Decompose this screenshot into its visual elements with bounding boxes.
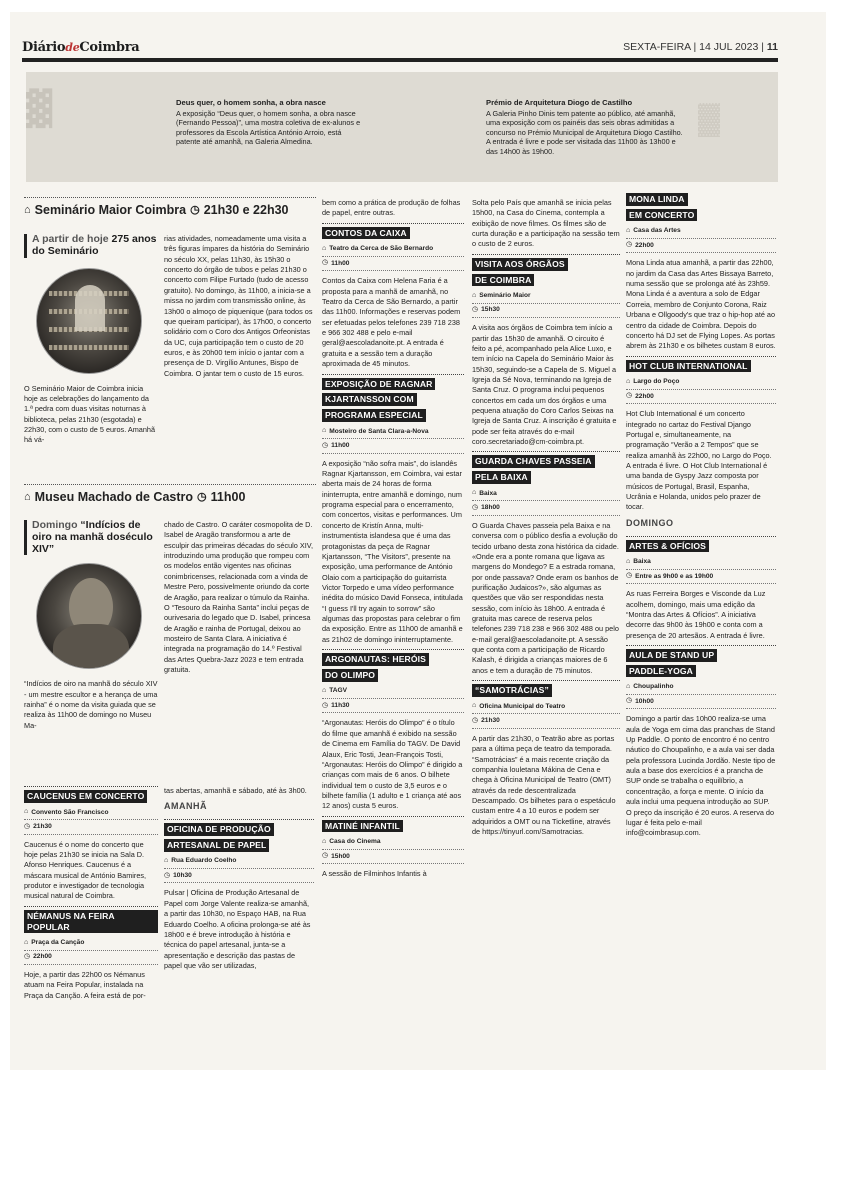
- title-rest: 275 anos do Seminário: [32, 233, 157, 257]
- argonautas-event: [322, 649, 464, 812]
- seminario-paragraph-1: O Seminário Maior de Coimbra inicia hoje as celebrações do lançamento da 1.ª pedra com duas visitas noturnas à biblioteca, pelas 21h30 (esgotada) e 22h30, com o custo de 5 euros. Amanhã há vá-: [24, 383, 156, 445]
- event-title: CONTOS DA CAIXA: [322, 227, 410, 240]
- event-place: [626, 375, 776, 389]
- event-title-line-2: DE COIMBRA: [472, 274, 534, 287]
- seminario-place: Seminário Maior Coimbra: [34, 203, 187, 217]
- title-lead: A partir de hoje: [32, 233, 109, 245]
- event-meta: [626, 375, 776, 404]
- place-text: Baixa: [479, 489, 497, 497]
- event-text: Caucenus é o nome do concerto que hoje pelas 21h30 se inicia na Sala D. Afonso Henriques. Caucenus é a máscara musical de António Bamires, produtor e investigador de tecnologia musical natural de Coimbra.: [24, 839, 147, 901]
- time-text: 22h00: [635, 392, 654, 400]
- seminario-header: [24, 197, 316, 220]
- event-meta: [626, 555, 776, 584]
- event-time: [322, 257, 464, 271]
- time-text: 22h00: [635, 241, 654, 249]
- event-place: [322, 425, 464, 439]
- event-place: [626, 680, 776, 694]
- oficina-event: [164, 819, 314, 971]
- place-text: Baixa: [633, 558, 651, 566]
- time-text: 10h30: [173, 871, 192, 879]
- clock-icon: ◷: [24, 822, 31, 830]
- house-icon: ⌂: [472, 702, 477, 710]
- event-meta: [322, 685, 464, 714]
- place-text: Teatro da Cerca de São Bernardo: [329, 245, 434, 253]
- event-text: As ruas Ferreira Borges e Visconde da Luz acolhem, domingo, mais uma edição da “Montra das Artes & Ofícios”. A iniciativa decorre das 9h00 às 19h00 e conta com a presença de 20 artesãos. A entrada é livre.: [626, 589, 766, 640]
- logo-part-2: de: [65, 41, 80, 54]
- time-text: 11h30: [331, 701, 350, 709]
- event-time: [626, 570, 776, 584]
- museu-paragraph-1: “Indícios de oiro na manhã do século XIV - um mestre escultor e a herança de uma rainha” é o nome da visita guiada que se realiza às 11h00 de domingo no Museu Ma-: [24, 679, 158, 730]
- col1-bottom: [24, 782, 158, 1005]
- guarda-event: [472, 451, 620, 676]
- clock-icon: ◷: [626, 572, 633, 580]
- event-meta: [164, 855, 314, 884]
- date-text: SEXTA-FEIRA | 14 JUL 2023 |: [623, 41, 764, 53]
- seminario-col-a: [24, 234, 158, 450]
- event-title-line-2: ARTESANAL DE PAPEL: [164, 839, 269, 852]
- event-title-line-1: VISITA AOS ÓRGÃOS: [472, 258, 568, 271]
- event-time: [322, 439, 464, 453]
- house-icon: ⌂: [322, 687, 327, 695]
- event-title: CAUCENUS EM CONCERTO: [24, 790, 147, 803]
- house-icon: ⌂: [472, 489, 477, 497]
- band-item-deus-quer: [176, 98, 366, 147]
- continued-text: tas abertas, amanhã e sábado, até às 3h00.: [164, 786, 307, 795]
- event-title: HOT CLUB INTERNATIONAL: [626, 360, 751, 373]
- event-meta: [322, 242, 464, 271]
- event-text: A partir das 21h30, o Teatrão abre as portas para a última peça de teatro da temporada. “Samotrácias” é a mais recente criação da companhia louletana Mákina de Cena e chega à Oficina Municipal de Teatro (OMT) através da rede descentralizada Descampado. Os bilhetes para o espetáculo custam entre 4 a 10 euros e podem ser adquiridos a OMT ou na Ticketline, através de https://tinyurl.com/Samotracias.: [472, 733, 616, 837]
- sculpture-photo: [36, 563, 142, 669]
- house-icon: ⌂: [322, 427, 327, 435]
- time-text: 18h00: [481, 504, 500, 512]
- clock-icon: ◷: [190, 204, 200, 217]
- event-place: [322, 835, 464, 849]
- place-text: Oficina Municipal do Teatro: [479, 702, 566, 710]
- event-title-line-1: MONA LINDA: [626, 193, 688, 206]
- clock-icon: ◷: [626, 392, 633, 400]
- top-band: [26, 72, 778, 182]
- house-icon: ⌂: [626, 226, 631, 234]
- time-text: 21h30: [33, 822, 52, 830]
- event-text: “Argonautas: Heróis do Olimpo” é o título do filme que amanhã é exibido na sessão de Cinema em Família do TAGV. De David Alaux, Eric Tosti, Jean-François Tosti, “Argonautas: Heróis do Olimpo” é dirigido a crianças com mais de 6 anos. O bilhete individual tem o custo de 3,5 euros e o bilhete família (1 adulto e 1 criança até aos 12 anos) custa 5 euros.: [322, 718, 463, 811]
- time-text: 11h00: [331, 259, 350, 267]
- photo-figure-body: [53, 624, 129, 669]
- place-text: Casa do Cinema: [329, 838, 381, 846]
- event-title-line-1: OFICINA DE PRODUÇÃO: [164, 823, 274, 836]
- house-icon: ⌂: [24, 491, 31, 504]
- clock-icon: ◷: [472, 716, 479, 724]
- event-place: [24, 806, 158, 820]
- photo-shelf: [49, 345, 129, 350]
- place-text: Praça da Canção: [31, 939, 85, 947]
- event-place: [626, 555, 776, 569]
- paddle-event: [626, 645, 776, 839]
- house-icon: ⌂: [626, 377, 631, 385]
- place-text: Mosteiro de Santa Clara-a-Nova: [329, 427, 429, 435]
- event-title-line-2: KJARTANSSON COM: [322, 393, 417, 406]
- event-time: [164, 869, 314, 883]
- ragnar-event: [322, 374, 464, 646]
- logo-part-3: Coimbra: [79, 40, 140, 55]
- band-item-text: A exposição “Deus quer, o homem sonha, a obra nasce (Fernando Pessoa)”, uma mostra coletiva de ex-alunos e professores da Escola Artística António Arroio, está patente até amanhã, na Galeria Almedina.: [176, 108, 361, 147]
- event-place: [322, 685, 464, 699]
- place-text: Convento São Francisco: [31, 808, 109, 816]
- event-title: ARTES & OFÍCIOS: [626, 540, 709, 553]
- house-icon: ⌂: [626, 557, 631, 565]
- place-text: Seminário Maior: [479, 292, 531, 300]
- continued-text: bem como a prática de produção de folhas de papel, entre outras.: [322, 198, 461, 218]
- band-item-premio: [486, 98, 686, 156]
- museu-title: [24, 520, 158, 555]
- newspaper-logo: [22, 40, 139, 55]
- col4: [472, 198, 620, 841]
- event-place: [24, 936, 158, 950]
- event-time: [24, 951, 158, 965]
- time-text: 15h00: [331, 852, 350, 860]
- event-meta: [322, 835, 464, 864]
- title-lead: Domingo: [32, 519, 78, 531]
- event-text: A visita aos órgãos de Coimbra tem início a partir das 15h30 de amanhã. O circuito é feito a pé, acompanhado pela Alice Luxo, e tem início na Capela do Seminário Maior às 15h30, seguindo-se a Capela de S. Miguel a Igreja da Sé Nova, terminando na Igreja de Santa Cruz. O programa inclui pequenos concertos em cada um dos órgãos e uma pequena atuação do Coro Carlos Seixas na Igreja de Santa Cruz. A inscrição é gratuita e pode ser feita através do e-mail coro.secretariado@cm-coimbra.pt.: [472, 323, 617, 447]
- event-text: Mona Linda atua amanhã, a partir das 22h00, no jardim da Casa das Artes Bissaya Barreto, numa sessão que se prolonga até às 23h59. Mona Linda é a aventura a solo de Edgar Correia, membro de Conjunto Corona, Raiz Urbana e Ollgoody's que traz o hip-hop até ao centro da cidade de Coimbra. Depois do concerto há DJ set de Flying Lopes. As portas abrem às 21h30 e os bilhetes custam 8 euros.: [626, 258, 776, 351]
- house-icon: ⌂: [322, 244, 327, 252]
- place-text: TAGV: [329, 687, 348, 695]
- event-title: NÉMANUS NA FEIRA POPULAR: [24, 910, 158, 933]
- event-meta: [472, 487, 620, 516]
- event-meta: [472, 700, 620, 729]
- seminario-col-b: [164, 234, 314, 383]
- event-text: A sessão de Filminhos Infantis à: [322, 869, 427, 879]
- matine-event: [322, 816, 464, 880]
- event-title-line-2: PADDLE-YOGA: [626, 665, 696, 678]
- event-title-line-1: ARGONAUTAS: HERÓIS: [322, 653, 429, 666]
- masthead: [22, 38, 778, 62]
- event-time: [24, 820, 158, 834]
- issue-date: [623, 41, 778, 53]
- event-time: [626, 695, 776, 709]
- event-meta: [24, 936, 158, 965]
- band-item-title: Deus quer, o homem sonha, a obra nasce: [176, 98, 326, 107]
- museu-col-b: [164, 520, 314, 679]
- house-icon: ⌂: [24, 808, 29, 816]
- time-text: 11h00: [331, 441, 350, 449]
- event-title-line-1: GUARDA CHAVES PASSEIA: [472, 455, 595, 468]
- event-place: [164, 855, 314, 869]
- col2-bottom: [164, 786, 314, 975]
- event-meta: [626, 224, 776, 253]
- event-time: [472, 304, 620, 318]
- event-title: “SAMOTRÁCIAS”: [472, 684, 552, 697]
- event-title-line-3: PROGRAMA ESPECIAL: [322, 409, 426, 422]
- samotracias-event: [472, 680, 620, 837]
- event-text: A exposição “não sofra mais”, do islandês Ragnar Kjartansson, em Coimbra, vai estar aberta mais de 24 horas de forma ininterrupta, entre amanhã e domingo, num programa especial para o encerramento, com concertos, visitas e performances. Um concerto de Kristín Anna, multi-instrumentista islandesa que é uma das protagonistas da peça de Ragnar Kjartansson, “The Visitors”, presente na exposição, uma performance de António Olaio com a participação do guitarrista Victor Torpedo e uma vídeo performance inédita do músico David Fonseca, intitulada “I guess I'll try again to sorrow” são algumas das propostas para celebrar o fim da exposição. Entre as 11h00 de amanhã e as 21h02 de domingo ininterruptamente.: [322, 458, 463, 644]
- museu-col-a: [24, 520, 158, 735]
- clock-icon: ◷: [322, 441, 329, 449]
- house-icon: ⌂: [164, 857, 169, 865]
- clock-icon: ◷: [322, 259, 329, 267]
- mona-event: [626, 190, 776, 352]
- band-item-text: A Galeria Pinho Dinis tem patente ao público, até amanhã, uma exposição com os painéis das seis obras admitidas a concurso no Prémio Municipal de Arquitetura Diogo Castilho. A entrada é livre e pode ser visitada das 11h00 às 13h00 e das 14h00 às 19h00.: [486, 108, 683, 156]
- place-text: Choupalinho: [633, 683, 674, 691]
- section-amanha: AMANHÃ: [164, 801, 207, 812]
- seminario-time: 21h30 e 22h30: [203, 203, 289, 217]
- place-text: Largo do Poço: [633, 378, 680, 386]
- photo-arch: [75, 285, 105, 331]
- clock-icon: ◷: [472, 503, 479, 511]
- col5: [626, 190, 776, 843]
- caucenus-event: [24, 786, 158, 902]
- library-photo: [36, 268, 142, 374]
- event-meta: [626, 680, 776, 709]
- event-time: [322, 699, 464, 713]
- clock-icon: ◷: [626, 241, 633, 249]
- event-text: O Guarda Chaves passeia pela Baixa e na conversa com o público desfia a evolução do tecido urbano desta zona histórica da cidade. «Onde era a ponte romana que ligava as margens do Mondego? E a estrada romana, por onde passava? Onde eram os banhos de purificação Judaicos?», são algumas as questões que vão ser respondidas nesta sessão, com início às 18h00. A entrada é gratuita mas carece de reserva pelos telefones 239 718 238 e 966 302 488 ou pelo e-mail geral@aescoladanoite.pt. A sessão que conta com a participação de Ricardo Kalash, é dirigida a crianças maiores de 6 anos e tem a duração de 75 minutos.: [472, 520, 619, 675]
- museu-time: 11h00: [210, 490, 246, 504]
- col3: [322, 198, 464, 884]
- seminario-feature: [24, 197, 316, 220]
- event-text: Pulsar | Oficina de Produção Artesanal de Papel com Jorge Valente realiza-se amanhã, a partir das 10h30, no Espaço HAB, na Rua Eduardo Coelho. A oficina prolonga-se até às 18h00 e é breve introdução à história e técnica do papel artesanal, junta-se a apresentação e descrição das pastas de papel que vão ser utilizadas,: [164, 888, 311, 970]
- clock-icon: ◷: [322, 852, 329, 860]
- clock-icon: ◷: [472, 306, 479, 314]
- event-time: [626, 239, 776, 253]
- band-decoration-right: ▓: [698, 102, 720, 135]
- event-text: Hot Club International é um concerto integrado no cartaz do Festival Django Portugal e, simultaneamente, na programação “Verão a 2 Tempos” que se realiza amanhã às 22h00, no Largo do Poço. A entrada é livre. O Hot Club International é uma banda de Gyspy Jazz composta por músicos de Portugal, Brasil, Espanha, Ucrânia e Holanda, unidos pelo prazer de tocar.: [626, 409, 772, 512]
- event-time: [322, 850, 464, 864]
- house-icon: ⌂: [626, 682, 631, 690]
- band-item-title: Prémio de Arquitetura Diogo de Castilho: [486, 98, 633, 107]
- museu-feature: [24, 484, 316, 507]
- event-title-line-2: EM CONCERTO: [626, 209, 697, 222]
- orgaos-event: [472, 254, 620, 448]
- continued-text: Solta pelo País que amanhã se inicia pelas 15h00, na Casa do Cinema, contempla a exibição de nove filmes. Os filmes são de curta duração e a participação na sessão tem o custo de 2 euros.: [472, 198, 620, 249]
- contos-event: [322, 223, 464, 370]
- clock-icon: ◷: [197, 491, 207, 504]
- clock-icon: ◷: [322, 701, 329, 709]
- event-place: [472, 700, 620, 714]
- clock-icon: ◷: [24, 953, 31, 961]
- hotclub-event: [626, 356, 776, 513]
- newspaper-page: [10, 12, 826, 1070]
- event-place: [472, 289, 620, 303]
- event-time: [472, 501, 620, 515]
- museu-header: [24, 484, 316, 507]
- time-text: 21h30: [481, 717, 500, 725]
- event-text: Domingo a partir das 10h00 realiza-se uma aula de Yoga em cima das pranchas de Stand Up Paddle. O ponto de encontro é no centro náutico do Choupalinho, e a aula vai ser dada pela professora Lucinda Jordão. Neste tipo de aula a base dos exercícios é a prancha de SUP onde se trabalha o equilíbrio, a concentração, a força e mente. O início da aula inclui uma pequena introdução ao SUP. O preço da inscrição é 20 euros. A reserva do lugar é feita pelo e-mail info@coimbrasup.com.: [626, 714, 776, 838]
- event-title-line-1: EXPOSIÇÃO DE RAGNAR: [322, 378, 435, 391]
- time-text: 10h00: [635, 697, 654, 705]
- event-meta: [322, 425, 464, 454]
- band-decoration-left: ▓: [26, 89, 53, 129]
- title-rest: “Indícios de oiro na manhã doséculo XIV”: [32, 519, 153, 555]
- house-icon: ⌂: [472, 291, 477, 299]
- event-time: [626, 390, 776, 404]
- event-title-line-2: DO OLIMPO: [322, 669, 378, 682]
- event-text: Hoje, a partir das 22h00 os Némanus atuam na Feira Popular, instalada na Praça da Canção. A feira está de por-: [24, 970, 146, 1000]
- place-text: Casa das Artes: [633, 227, 681, 235]
- event-place: [322, 242, 464, 256]
- event-meta: [24, 806, 158, 835]
- seminario-title: [24, 234, 158, 258]
- event-place: [626, 224, 776, 238]
- seminario-paragraph-2: rias atividades, nomeadamente uma visita a três figuras ímpares da história do Seminário no século XX, pelas 11h30, às 15h30 o concerto do órgão de tubos e pelas 21h30 o concerto com Filipe Furtado (tudo de acesso gratuito). No domingo, às 11h00, a inicia-se a missa no jardim com transmissão online, às 13h00 o almoço de piquenique (para todos os que queiram participar), às 17h00, o concerto solidário com o Coro dos Antigos Orfeonistas da UC, cuja participação tem o custo de 20 euros, e às 20h00 tem início o jantar com a presença de D. Virgílio Antunes, Bispo de Coimbra. O jantar tem o custo de 15 euros.: [164, 234, 313, 378]
- house-icon: ⌂: [24, 938, 29, 946]
- time-text: 22h00: [33, 953, 52, 961]
- museu-place: Museu Machado de Castro: [34, 490, 194, 504]
- logo-part-1: Diário: [22, 40, 66, 55]
- house-icon: ⌂: [322, 837, 327, 845]
- clock-icon: ◷: [164, 871, 171, 879]
- page-number: 11: [766, 41, 778, 53]
- museu-paragraph-2: chado de Castro. O caráter cosmopolita de D. Isabel de Aragão transformou a arte de esculpir das primeiras décadas do século XIV, introduzindo uma produção que rompeu com os modelos então vigentes nas oficinas conimbricenses, relacionada com a vinda de Mestre Pero, possivelmente oriundo da corte de Aragão, para realizar o túmulo da Rainha. O “Tesouro da Rainha Santa” inclui peças de ourivesaria do legado que D. Isabel, princesa de Aragão e rainha de Portugal, deixou ao mosteiro de Santa Clara. A iniciativa é integrada na programação do 14.º Festival das Artes Quebra-Jazz 2023 e tem entrada gratuita.: [164, 520, 313, 675]
- time-text: 15h30: [481, 306, 500, 314]
- artes-event: [626, 536, 776, 641]
- time-text: Entre as 9h00 e as 19h00: [635, 572, 714, 580]
- event-title: MATINÉ INFANTIL: [322, 820, 403, 833]
- section-domingo: DOMINGO: [626, 517, 674, 528]
- clock-icon: ◷: [626, 697, 633, 705]
- event-title-line-2: PELA BAIXA: [472, 471, 531, 484]
- event-meta: [472, 289, 620, 318]
- event-time: [472, 714, 620, 728]
- house-icon: ⌂: [24, 204, 31, 217]
- event-title-line-1: AULA DE STAND UP: [626, 649, 717, 662]
- event-text: Contos da Caixa com Helena Faria é a proposta para a manhã de amanhã, no Teatro da Cerca de São Bernardo, a partir das 11h00. Informações e reservas podem ser efetuadas pelos telefones 239 718 238 e 966 302 488 e pelo e-mail geral@aescoladanoite.pt. A entrada é gratuita e a sessão tem a duração aproximada de 45 minutos.: [322, 276, 461, 369]
- place-text: Rua Eduardo Coelho: [171, 857, 237, 865]
- event-place: [472, 487, 620, 501]
- nemanus-event: [24, 906, 158, 1001]
